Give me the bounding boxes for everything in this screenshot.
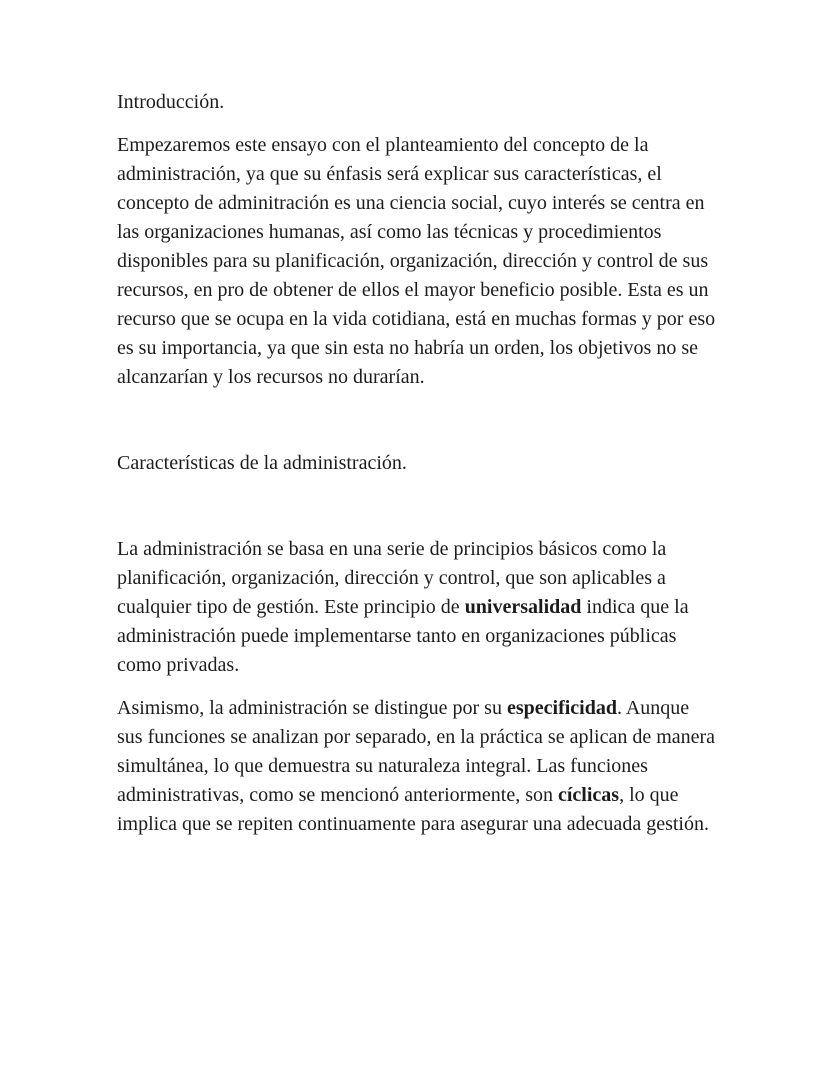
empty-line	[117, 492, 717, 521]
bold-text-run: cíclicas	[558, 784, 620, 806]
specificity-paragraph	[117, 694, 717, 839]
text-run: Características de la administración.	[117, 452, 407, 474]
document-body	[117, 88, 717, 853]
text-run: indica que la administración puede implementarse tanto en organizaciones públicas como privadas.	[117, 596, 689, 676]
characteristics-heading	[117, 449, 717, 478]
universality-paragraph	[117, 535, 717, 680]
introduction-heading	[117, 88, 717, 117]
bold-text-run: especificidad	[506, 697, 617, 719]
bold-text-run: universalidad	[464, 596, 582, 618]
introduction-paragraph	[117, 131, 717, 392]
text-run: Introducción.	[117, 91, 225, 113]
empty-line	[117, 406, 717, 435]
text-run: . Aunque sus funciones se analizan por separado, en la práctica se aplican de manera simultánea, lo que demuestra su naturaleza integral. Las funciones administrativas, como se mencionó anteriormente, son	[117, 697, 716, 806]
text-run: La administración se basa en una serie de principios básicos como la planificación, organización, dirección y control, que son aplicables a cualquier tipo de gestión. Este principio de	[117, 538, 667, 618]
text-run: Empezaremos este ensayo con el planteamiento del concepto de la administración, ya que su énfasis será explicar sus características, el concepto de adminitración es una ciencia social, cuyo interés se centra en las organizaciones humanas, así como las técnicas y procedimientos disponibles para su planificación, organización, dirección y control de sus recursos, en pro de obtener de ellos el mayor beneficio posible. Esta es un recurso que se ocupa en la vida cotidiana, está en muchas formas y por eso es su importancia, ya que sin esta no habría un orden, los objetivos no se alcanzarían y los recursos no durarían.	[117, 134, 716, 388]
text-run: , lo que implica que se repiten continuamente para asegurar una adecuada gestión.	[117, 784, 709, 835]
text-run: Asimismo, la administración se distingue por su	[117, 697, 507, 719]
